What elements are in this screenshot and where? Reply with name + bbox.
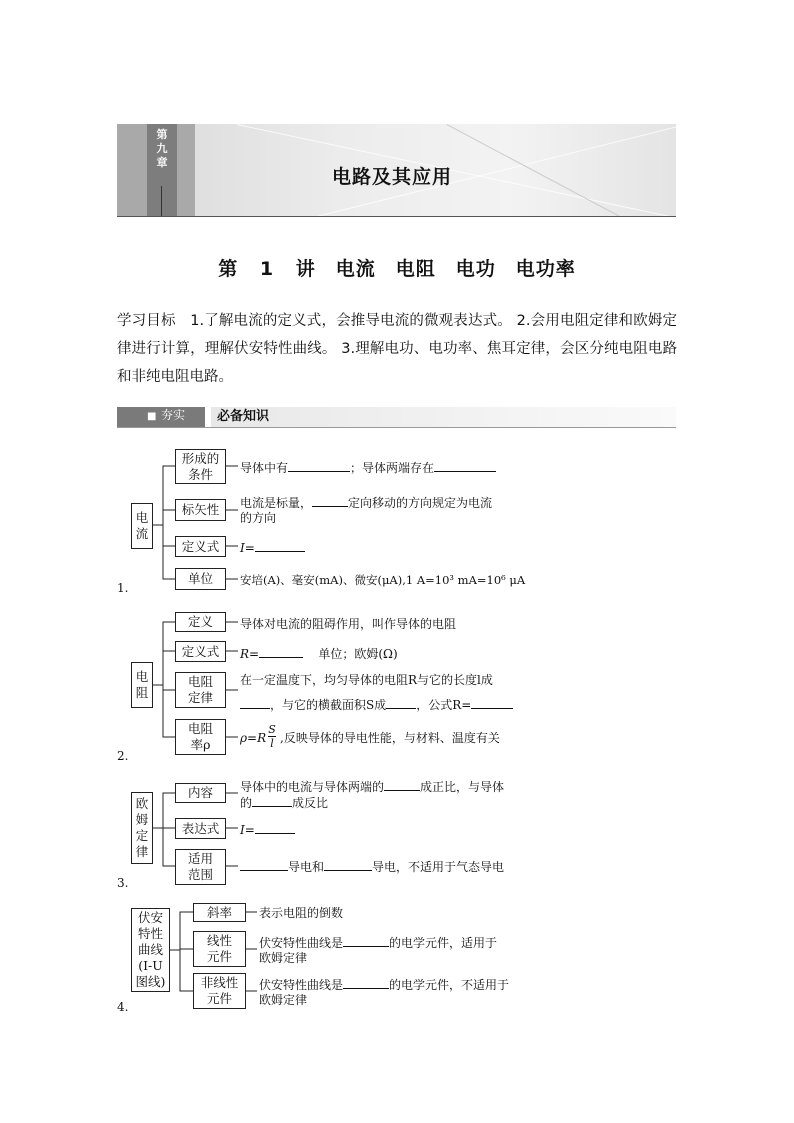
definition-text: 导体对电流的阻碍作用，叫作导体的电阻	[240, 617, 457, 631]
answer-blank	[288, 459, 350, 472]
scalar-text-line2: 的方向	[240, 511, 277, 525]
answer-blank	[255, 821, 295, 834]
node-label: 电阻	[187, 674, 213, 689]
node-label: 斜率	[206, 904, 232, 920]
node-scalar-vector	[175, 499, 226, 521]
resistance-formula-text: R= 单位；欧姆(Ω)	[240, 647, 398, 661]
node-char: 欧	[135, 796, 149, 811]
node-expression	[175, 818, 226, 839]
answer-blank	[312, 494, 348, 507]
resistivity-formula: ρ=R	[240, 731, 267, 745]
node-label: 适用	[187, 851, 213, 866]
root-node-ohms-law	[131, 792, 153, 864]
section-title: 必备知识	[211, 407, 676, 427]
node-char: 律	[135, 844, 149, 859]
answer-blank	[255, 539, 305, 552]
node-slope	[193, 903, 246, 922]
bullet-icon: ■	[147, 411, 157, 422]
node-nonlinear-element	[193, 973, 246, 1009]
node-char: 姆	[135, 812, 149, 827]
scalar-text: 电流是标量， 定向移动的方向规定为电流	[240, 496, 493, 510]
node-char: 图线)	[135, 974, 166, 989]
node-label: 标矢性	[181, 502, 220, 517]
fraction: S l	[268, 723, 276, 750]
slope-text: 表示电阻的倒数	[259, 906, 344, 920]
node-label: 定律	[187, 690, 213, 705]
node-label: 表达式	[181, 820, 220, 836]
node-label: 定义式	[181, 643, 220, 659]
condition-text: 导体中有 ；导体两端存在	[240, 459, 496, 476]
node-label: 定义式	[181, 538, 220, 554]
root-node-iv-curve	[131, 908, 170, 992]
node-char: 阻	[135, 685, 149, 700]
chapter-char: 第	[156, 128, 168, 141]
answer-blank	[343, 976, 389, 989]
lecture-title: 第 1 讲 电流 电阻 电功 电功率	[218, 258, 576, 280]
answer-blank	[471, 696, 513, 709]
node-char: 曲线	[137, 942, 163, 957]
node-label: 元件	[206, 991, 232, 1006]
section-tag-label: 夯实	[161, 408, 186, 422]
node-char: 电	[135, 669, 149, 684]
node-unit	[175, 568, 226, 590]
node-definition-formula	[175, 641, 226, 662]
resistance-law-text: 在一定温度下，均匀导体的电阻R与它的长度l成	[240, 673, 493, 687]
chapter-char: 章	[156, 156, 168, 169]
node-label: 内容	[187, 785, 213, 800]
node-char: 伏安	[137, 910, 163, 925]
node-char: 电	[135, 510, 149, 525]
diagram-number: 3.	[117, 876, 129, 890]
resistance-law-text-line2: ，与它的横截面积S成 ，公式R=	[240, 696, 513, 713]
node-label: 形成的	[181, 450, 220, 466]
linear-text: 伏安特性曲线是 的电学元件，适用于	[259, 936, 498, 950]
root-node-resistance	[131, 662, 153, 708]
content-text-line2: 的 成反比	[240, 796, 329, 810]
definition-formula-text: I=	[240, 539, 305, 556]
diagram-number: 4.	[117, 1000, 129, 1014]
node-label: 率ρ	[190, 737, 211, 752]
node-label: 电阻	[187, 721, 213, 736]
diagram-number: 1.	[117, 581, 129, 595]
node-content	[175, 783, 226, 803]
node-resistivity	[175, 719, 226, 755]
node-char: 特性	[137, 926, 163, 941]
node-label: 范围	[187, 867, 213, 882]
answer-blank	[240, 696, 270, 709]
chapter-title: 电路及其应用	[332, 166, 453, 188]
node-definition	[175, 612, 226, 632]
nonlinear-text: 伏安特性曲线是 的电学元件，不适用于	[259, 978, 510, 992]
answer-blank	[384, 778, 420, 791]
expression-text: I=	[240, 821, 295, 838]
diagram-number: 2.	[117, 749, 129, 763]
resistivity-text: ,反映导体的导电性能，与材料、温度有关	[280, 731, 500, 745]
node-scope	[175, 849, 226, 885]
answer-blank	[324, 858, 372, 871]
answer-blank	[343, 934, 389, 947]
node-resistance-law	[175, 672, 226, 708]
nonlinear-text-line2: 欧姆定律	[259, 993, 308, 1007]
node-char: 流	[135, 526, 149, 541]
node-linear-element	[193, 931, 246, 967]
unit-text: 安培(A)、毫安(mA)、微安(μA),1 A=10³ mA=10⁶ μA	[240, 573, 526, 587]
scope-text: 导电和 导电，不适用于气态导电	[240, 858, 504, 875]
node-label: 条件	[187, 466, 213, 482]
linear-text-line2: 欧姆定律	[259, 951, 308, 965]
node-label: 线性	[206, 933, 232, 948]
node-definition-formula	[175, 536, 226, 557]
answer-blank	[259, 645, 303, 658]
node-char: 定	[135, 828, 149, 843]
answer-blank	[386, 696, 416, 709]
node-char: (I-U	[138, 958, 163, 973]
root-node-current	[131, 503, 153, 549]
learning-objectives: 学习目标 1.了解电流的定义式，会推导电流的微观表达式。 2.会用电阻定律和欧姆定律进行计算，理解伏安特性曲线。 3.理解电功、电功率、焦耳定律，会区分纯电阻电路和非纯电阻电路。	[117, 313, 677, 385]
content-text: 导体中的电流与导体两端的 成正比，与导体	[240, 780, 505, 794]
chapter-char: 九	[156, 142, 168, 155]
node-label: 定义	[187, 614, 213, 629]
node-label: 元件	[206, 949, 232, 964]
answer-blank	[240, 858, 288, 871]
node-formation-condition	[175, 449, 226, 484]
answer-blank	[434, 459, 496, 472]
answer-blank	[252, 794, 292, 807]
node-label: 非线性	[200, 975, 239, 990]
node-label: 单位	[187, 571, 213, 586]
